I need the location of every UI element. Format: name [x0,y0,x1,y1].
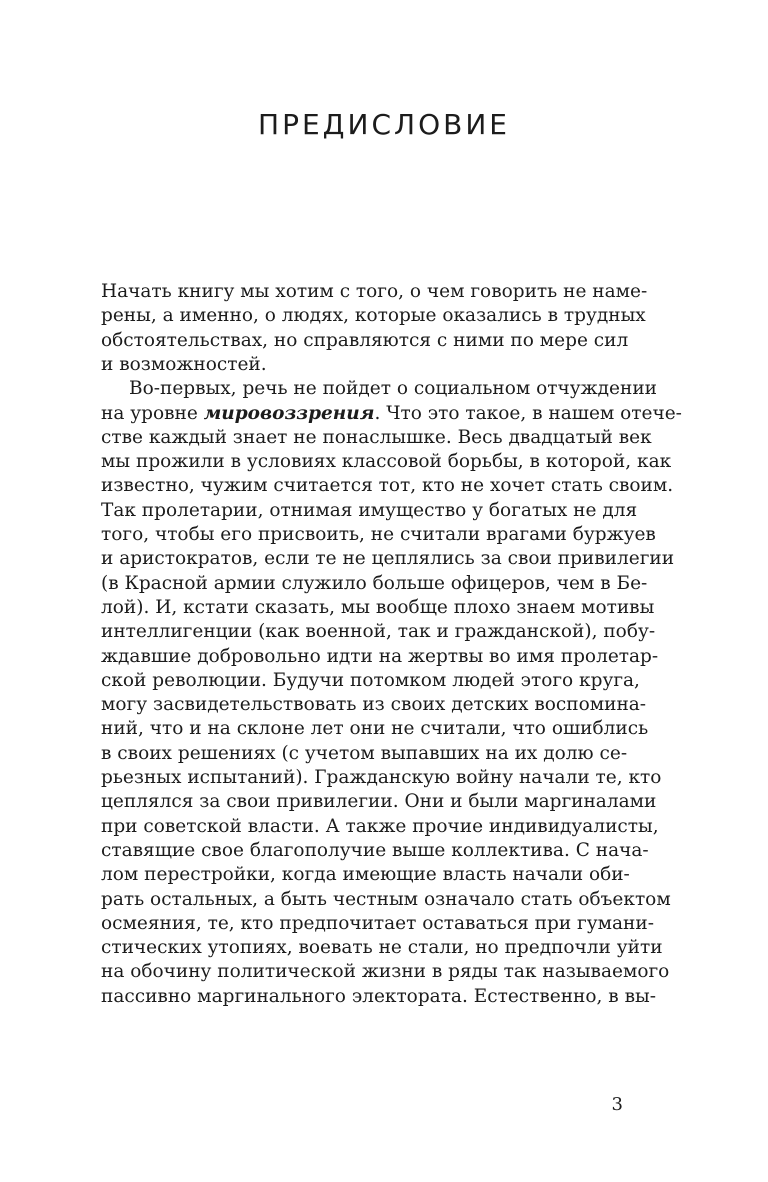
text-line: (в Красной армии служило больше офицеров, чем в Бе- [101,572,648,594]
text-line: могу засвидетельствовать из своих детских воспомина- [101,694,647,716]
text-line: на обочину политической жизни в ряды так называемого [101,961,670,983]
text-line: осмеяния, те, кто предпочитает оставаться при гумани- [101,912,654,934]
text-line: Так пролетарии, отнимая имущество у богатых не для [101,499,638,521]
emphasis-word: мировоззрения [203,402,375,424]
text-line: того, чтобы его присвоить, не считали врагами буржуев [101,524,656,545]
text-line: Во-первых, речь не пойдет о социальном отчуждении [129,378,657,400]
text-line: рьезных испытаний). Гражданскую войну начали те, кто [101,767,662,788]
text-line: рать остальных, а быть честным означало стать объектом [101,888,671,910]
text-line: рены, а именно, о людях, которые оказались в трудных [101,305,646,327]
text-line: обстоятельствах, но справляются с ними по мере сил [101,329,629,351]
text-line: ской революции. Будучи потомком людей этого круга, [101,669,640,691]
text-line: Начать книгу мы хотим с того, о чем говорить не наме- [101,281,648,302]
text-line: цеплялся за свои привилегии. Они и были маргиналами [101,791,657,813]
text-line [101,402,682,426]
text-line: мы прожили в условиях классовой борьбы, в которой, как [101,451,672,473]
text-line: ждавшие добровольно идти на жертвы во имя пролетар- [101,645,659,667]
text-line: в своих решениях (с учетом выпавших на их долю се- [101,742,628,764]
text-line: и аристократов, если те не цеплялись за свои привилегии [101,548,675,570]
text-line: известно, чужим считается тот, кто не хочет стать своим. [101,475,674,497]
text-line: стве каждый знает не понаслышке. Весь двадцатый век [101,426,652,448]
text-line: лой). И, кстати сказать, мы вообще плохо знаем мотивы [101,596,655,618]
text-line: при советской власти. А также прочие индивидуалисты, [101,815,659,837]
page-number: 3 [611,1094,623,1115]
text-line: ставящие свое благополучие выше коллектива. С нача- [101,839,649,861]
text-segment: на уровне [101,402,204,424]
text-line: пассивно маргинального электората. Естественно, в вы- [101,985,656,1007]
chapter-title: ПРЕДИСЛОВИЕ [258,108,510,141]
text-line: ний, что и на склоне лет они не считали, что ошиблись [101,718,649,740]
text-line: интеллигенции (как военной, так и гражданской), побу- [101,621,656,643]
text-line: и возможностей. [101,353,267,375]
text-line: стических утопиях, воевать не стали, но предпочли уйти [101,937,663,959]
text-line: лом перестройки, когда имеющие власть начали оби- [101,864,630,886]
text-segment: . Что это такое, в нашем отече- [374,402,682,424]
